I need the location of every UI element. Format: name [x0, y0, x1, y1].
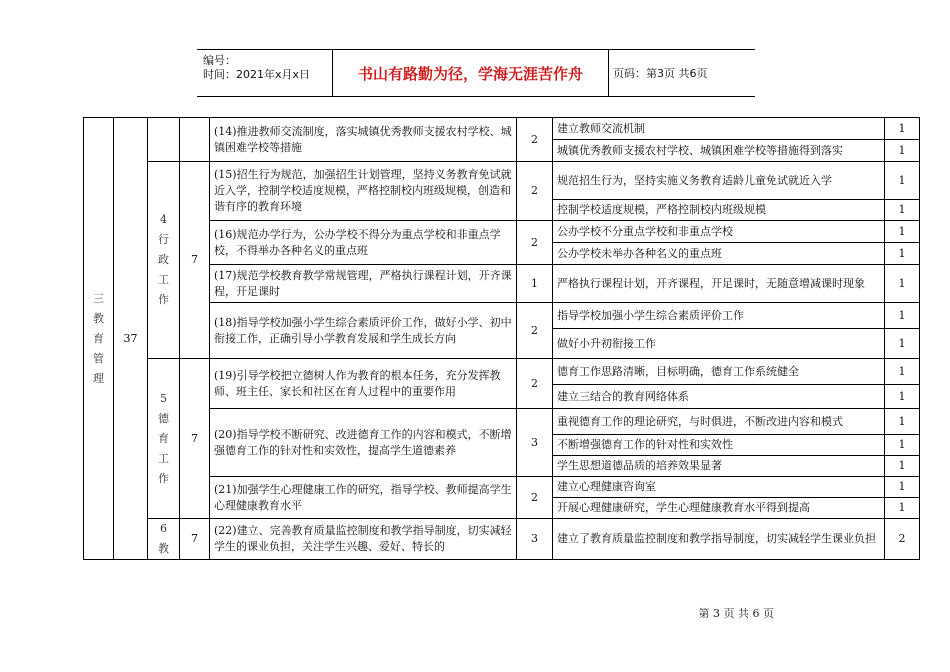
- table-row: [84, 303, 920, 329]
- header-page-label: 页码：第3页 共6页: [613, 67, 708, 80]
- item-text: (14)推进教师交流制度，落实城镇优秀教师支援农村学校、城镇困难学校等措施: [210, 118, 517, 162]
- standard-text: 建立三结合的教育网络体系: [553, 385, 885, 409]
- page-footer: 第 3 页 共 6 页: [698, 607, 774, 620]
- item-text: (22)建立、完善教育质量监控制度和教学指导制度，切实减轻学生的课业负担，关注学生兴趣、爱好、特长的: [210, 519, 517, 560]
- standard-score: 1: [885, 243, 920, 265]
- table-row: [84, 519, 920, 560]
- section-cell: [148, 359, 180, 519]
- item-score: 2: [517, 477, 553, 519]
- standard-text: 城镇优秀教师支援农村学校、城镇困难学校等措施得到落实: [553, 140, 885, 162]
- section-score: 7: [180, 359, 210, 519]
- header-motto: 书山有路勤为径，学海无涯苦作舟: [332, 50, 609, 96]
- table-row: [84, 118, 920, 140]
- table-row: [84, 409, 920, 435]
- standard-score: 1: [885, 456, 920, 477]
- item-score: 2: [517, 118, 553, 162]
- category-label: 三教育管理: [93, 291, 104, 385]
- item-text: (19)引导学校把立德树人作为教育的根本任务，充分发挥教师、班主任、家长和社区在育人过程中的重要作用: [210, 359, 517, 409]
- standard-text: 指导学校加强小学生综合素质评价工作: [553, 303, 885, 329]
- standard-score: 1: [885, 221, 920, 243]
- category-cell: [84, 118, 114, 560]
- standard-text: 不断增强德育工作的针对性和实效性: [553, 435, 885, 456]
- standard-text: 建立了教育质量监控制度和教学指导制度，切实减轻学生课业负担: [553, 519, 885, 560]
- standard-score: 1: [885, 329, 920, 359]
- item-text: (16)规范办学行为，公办学校不得分为重点学校和非重点学校，不得举办各种名义的重点班: [210, 221, 517, 265]
- standard-text: 控制学校适度规模，严格控制校内班级规模: [553, 200, 885, 221]
- table-row: [84, 477, 920, 498]
- item-text: (18)指导学校加强小学生综合素质评价工作，做好小学、初中衔接工作，正确引导小学教育发展和学生成长方向: [210, 303, 517, 359]
- standard-score: 2: [885, 519, 920, 560]
- table-row: [84, 265, 920, 303]
- date-label: 时间：2021年x月x日: [203, 68, 311, 81]
- standard-score: 1: [885, 140, 920, 162]
- standard-text: 重视德育工作的理论研究，与时俱进，不断改进内容和模式: [553, 409, 885, 435]
- standard-text: 公办学校未举办各种名义的重点班: [553, 243, 885, 265]
- section-label: 5德育工作: [158, 391, 169, 485]
- standard-score: 1: [885, 498, 920, 519]
- header-meta: [203, 54, 310, 82]
- standard-text: 公办学校不分重点学校和非重点学校: [553, 221, 885, 243]
- standard-text: 做好小升初衔接工作: [553, 329, 885, 359]
- item-score: 2: [517, 162, 553, 221]
- standard-score: 1: [885, 265, 920, 303]
- table-row: [84, 221, 920, 243]
- item-text: (21)加强学生心理健康工作的研究，指导学校、教师提高学生心理健康教育水平: [210, 477, 517, 519]
- category-score-cell: 37: [114, 118, 148, 560]
- section-score: 7: [180, 519, 210, 560]
- standard-text: 德育工作思路清晰，目标明确，德育工作系统健全: [553, 359, 885, 385]
- standard-score: 1: [885, 435, 920, 456]
- section-score: 7: [180, 162, 210, 359]
- item-text: (20)指导学校不断研究、改进德育工作的内容和模式，不断增强德育工作的针对性和实效性，提高学生道德素养: [210, 409, 517, 477]
- standard-text: 严格执行课程计划，开齐课程，开足课时，无随意增减课时现象: [553, 265, 885, 303]
- standard-score: 1: [885, 162, 920, 200]
- standard-text: 学生思想道德品质的培养效果显著: [553, 456, 885, 477]
- item-score: 2: [517, 359, 553, 409]
- standard-score: 1: [885, 359, 920, 385]
- item-score: 2: [517, 221, 553, 265]
- standard-text: 建立教师交流机制: [553, 118, 885, 140]
- standard-score: 1: [885, 385, 920, 409]
- standard-score: 1: [885, 477, 920, 498]
- doc-number-label: 编号：: [203, 54, 236, 67]
- item-score: 3: [517, 409, 553, 477]
- item-score: 2: [517, 303, 553, 359]
- table-row: [84, 359, 920, 385]
- item-text: (15)招生行为规范，加强招生计划管理，坚持义务教育免试就近入学，控制学校适度规模，严格控制校内班级规模，创造和谐有序的教育环境: [210, 162, 517, 221]
- section-label: 6教: [158, 522, 169, 555]
- section-cell: [148, 519, 180, 560]
- standard-text: 规范招生行为，坚持实施义务教育适龄儿童免试就近入学: [553, 162, 885, 200]
- item-score: 1: [517, 265, 553, 303]
- item-text: (17)规范学校教育教学常规管理，严格执行课程计划，开齐课程，开足课时: [210, 265, 517, 303]
- standard-score: 1: [885, 118, 920, 140]
- section-label: 4行政工作: [158, 213, 169, 306]
- page-header: [197, 49, 755, 97]
- standard-score: 1: [885, 303, 920, 329]
- blank-cell: [180, 118, 210, 162]
- standard-score: 1: [885, 200, 920, 221]
- standard-score: 1: [885, 409, 920, 435]
- evaluation-table: [83, 117, 920, 560]
- standard-text: 建立心理健康咨询室: [553, 477, 885, 498]
- table-row: [84, 162, 920, 200]
- blank-cell: [148, 118, 180, 162]
- section-cell: [148, 162, 180, 359]
- item-score: 3: [517, 519, 553, 560]
- standard-text: 开展心理健康研究，学生心理健康教育水平得到提高: [553, 498, 885, 519]
